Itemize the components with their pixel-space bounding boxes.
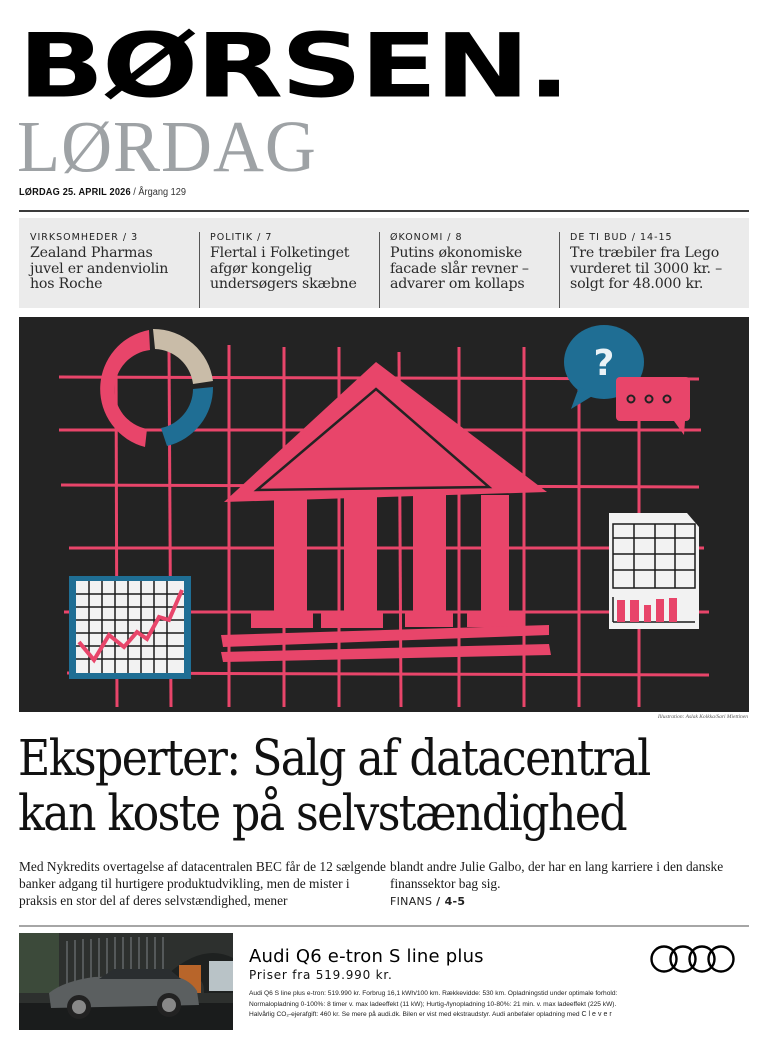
- advertisement[interactable]: [19, 933, 749, 1033]
- masthead-subtitle: LØRDAG: [17, 105, 317, 188]
- headline-line: Eksperter: Salg af datacentral: [18, 729, 650, 787]
- dateline: [19, 187, 186, 198]
- teaser-item[interactable]: [199, 232, 379, 308]
- teaser-item[interactable]: [559, 232, 739, 308]
- teaser-bar: [19, 218, 749, 308]
- teaser-title[interactable]: Zealand Pharmas juvel er andenviolin hos Roche: [30, 245, 169, 292]
- teaser-title[interactable]: Tre træbiler fra Lego vurderet til 3000 kr. – solgt for 48.000 kr.: [570, 245, 723, 292]
- ad-fine-line: Audi Q6 S line plus e-tron: 519.990 kr. Forbrug 16,1 kWh/100 km. Rækkevidde: 530 km. Opladningstid under optimale forhold:: [249, 990, 618, 997]
- bank-illustration-icon: [19, 317, 749, 712]
- car-photo-icon: [19, 933, 233, 1030]
- teaser-kicker: VIRKSOMHEDER / 3: [30, 232, 139, 243]
- issue-date: LØRDAG 25. APRIL 2026: [19, 187, 131, 198]
- divider: [19, 210, 749, 212]
- ad-fine-line: Normalopladning 0-100%: 8 timer v. max ladeeffekt (11 kW); Hurtig-/lynopladning 10-80%: 21 min. v. max ladeeffekt (225 kW).: [249, 1000, 617, 1008]
- ad-title: Audi Q6 e-tron S line plus: [249, 946, 484, 967]
- ad-fine-text: Halvårlig CO₂-ejerafgift: 460 kr. Se mere på audi.dk. Bilen er vist med ekstraudstyr. Audi anbefaler opladning med: [249, 1011, 580, 1018]
- masthead-title: BØRSEN.: [18, 14, 569, 118]
- lead-body-col2: [390, 858, 750, 910]
- teaser-title[interactable]: Flertal i Folketinget afgør kongelig undersøgers skæbne: [210, 245, 357, 292]
- lead-body-text: blandt andre Julie Galbo, der har en lang karriere i den danske finanssektor bag sig.: [390, 859, 724, 891]
- clever-brand: Clever: [581, 1011, 614, 1018]
- teaser-kicker: POLITIK / 7: [210, 232, 273, 243]
- ad-fine-line: [249, 1010, 709, 1021]
- headline-line: kan koste på selvstændighed: [18, 784, 627, 842]
- illustration-credit: Illustration: Aslak Kolkka/Sari Miettinen: [657, 714, 748, 720]
- ad-car-photo: [19, 933, 233, 1030]
- ad-price: Priser fra 519.990 kr.: [249, 968, 393, 982]
- lead-illustration[interactable]: [19, 317, 749, 712]
- svg-text:?: ?: [593, 343, 615, 384]
- lead-body-col1: Med Nykredits overtagelse af datacentralen BEC får de 12 sælgende banker adgang til hurtigere produktudvikling, men de mister i praksis en stor del af deres selvstændighed, mener: [19, 859, 386, 908]
- section-pages: / 4-5: [436, 895, 466, 908]
- ad-fine-print: [249, 989, 709, 1021]
- teaser-item[interactable]: [30, 232, 199, 308]
- teaser-item[interactable]: [379, 232, 559, 308]
- teaser-kicker: ØKONOMI / 8: [390, 232, 463, 243]
- audi-rings-icon: [649, 943, 735, 979]
- teaser-title[interactable]: Putins økonomiske facade slår revner – advarer om kollaps: [390, 245, 529, 292]
- teaser-kicker: DE TI BUD / 14-15: [570, 232, 673, 243]
- issue-volume: / Årgang 129: [133, 187, 186, 198]
- section-name: FINANS: [390, 895, 433, 908]
- section-reference[interactable]: [390, 893, 750, 910]
- lead-headline[interactable]: [18, 731, 673, 841]
- divider: [19, 925, 749, 927]
